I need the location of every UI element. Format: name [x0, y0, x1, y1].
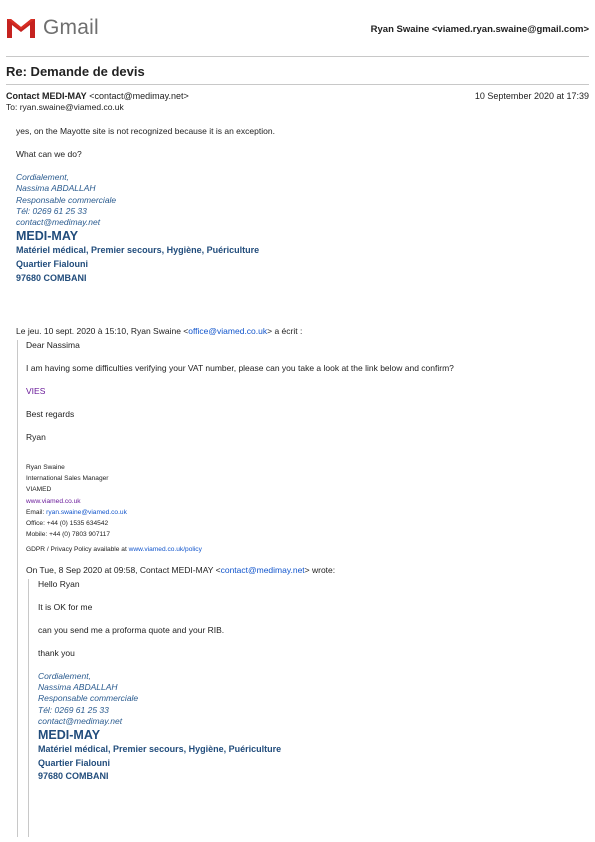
quote-greeting: Dear Nassima [26, 340, 80, 350]
sender-email: <contact@medimay.net> [89, 91, 189, 101]
gmail-wordmark: Gmail [43, 16, 99, 39]
subject-divider [6, 84, 589, 85]
quote-body-line: It is OK for me [38, 601, 93, 612]
signature-address-line: 97680 COMBANI [38, 771, 109, 782]
quote-sender-email-link[interactable]: office@viamed.co.uk [188, 326, 268, 336]
vies-link[interactable]: VIES [26, 386, 46, 396]
quote-signoff: Ryan [26, 432, 46, 442]
signature-greeting: Cordialement, [38, 670, 91, 681]
quote-attribution-text: > a écrit : [267, 326, 303, 336]
message-date: 10 September 2020 at 17:39 [474, 91, 589, 101]
recipient-line: To: ryan.swaine@viamed.co.uk [6, 102, 124, 112]
signature-address-line: Quartier Fialouni [38, 757, 111, 768]
signature-role: Responsable commerciale [16, 194, 117, 205]
signature-greeting: Cordialement, [16, 172, 69, 182]
nested-blockquote [28, 579, 586, 837]
gdpr-line [26, 544, 586, 555]
signature-email-link[interactable]: ryan.swaine@viamed.co.uk [46, 508, 127, 516]
signature-email: contact@medimay.net [16, 217, 101, 228]
signature-company: VIAMED [26, 486, 52, 494]
account-label: Ryan Swaine <viamed.ryan.swaine@gmail.com> [370, 24, 589, 35]
signature-name: Ryan Swaine [26, 464, 65, 471]
quote-sender-email-link[interactable]: contact@medimay.net [220, 564, 305, 575]
quote-attribution-text: Le jeu. 10 sept. 2020 à 15:10, Ryan Swaine < [16, 326, 189, 336]
body-line: yes, on the Mayotte site is not recognized because it is an exception. [16, 126, 275, 136]
quote-closing: Best regards [26, 409, 75, 419]
gmail-logo [6, 16, 99, 40]
print-header [6, 12, 589, 46]
sender-name: Contact MEDI-MAY [6, 91, 87, 101]
signature-company: MEDI-MAY [16, 229, 79, 244]
message-sender-line [6, 91, 589, 101]
signature-viamed [26, 462, 586, 556]
website-link[interactable]: www.viamed.co.uk [26, 497, 81, 505]
signature-medimay [16, 172, 586, 285]
signature-phone: Tél: 0269 61 25 33 [38, 704, 109, 715]
signature-office-phone: Office: +44 (0) 1535 634542 [26, 520, 109, 528]
signature-company: MEDI-MAY [38, 728, 101, 743]
signature-address-line: Quartier Fialouni [16, 259, 89, 270]
signature-name: Nassima ABDALLAH [38, 681, 118, 692]
gmail-envelope-icon [6, 16, 36, 40]
signature-medimay [38, 671, 586, 784]
policy-link[interactable]: www.viamed.co.uk/policy [128, 546, 202, 554]
quote-body-line: thank you [38, 647, 75, 658]
signature-email-line [26, 507, 586, 518]
signature-role: Responsable commerciale [38, 693, 139, 704]
signature-tagline: Matériel médical, Premier secours, Hygiène, Puériculture [16, 245, 260, 256]
quote-attribution-text: > wrote: [304, 564, 336, 575]
quote-body-line: I am having some difficulties verifying your VAT number, please can you take a look at the link below and confirm? [26, 363, 454, 373]
signature-phone: Tél: 0269 61 25 33 [16, 205, 87, 216]
quote-greeting: Hello Ryan [38, 578, 80, 589]
quote-attribution [16, 326, 586, 337]
signature-email: contact@medimay.net [38, 715, 123, 726]
message-body [16, 126, 586, 285]
quoted-message-1 [16, 326, 586, 837]
gdpr-text: GDPR / Privacy Policy available at [26, 546, 129, 554]
body-line: What can we do? [16, 149, 82, 159]
signature-tagline: Matériel médical, Premier secours, Hygiène, Puériculture [38, 744, 282, 755]
signature-mobile-phone: Mobile: +44 (0) 7803 907117 [26, 531, 111, 539]
header-divider [6, 56, 589, 57]
signature-title: International Sales Manager [26, 475, 109, 483]
signature-address-line: 97680 COMBANI [16, 272, 87, 283]
signature-name: Nassima ABDALLAH [16, 183, 96, 194]
quote-attribution-text: On Tue, 8 Sep 2020 at 09:58, Contact MEDI-MAY < [26, 564, 221, 575]
email-label: Email: [26, 508, 47, 516]
quote-body-line: can you send me a proforma quote and your RIB. [38, 624, 225, 635]
thread-subject: Re: Demande de devis [6, 64, 145, 79]
blockquote [17, 340, 586, 837]
quote-attribution [26, 565, 586, 576]
